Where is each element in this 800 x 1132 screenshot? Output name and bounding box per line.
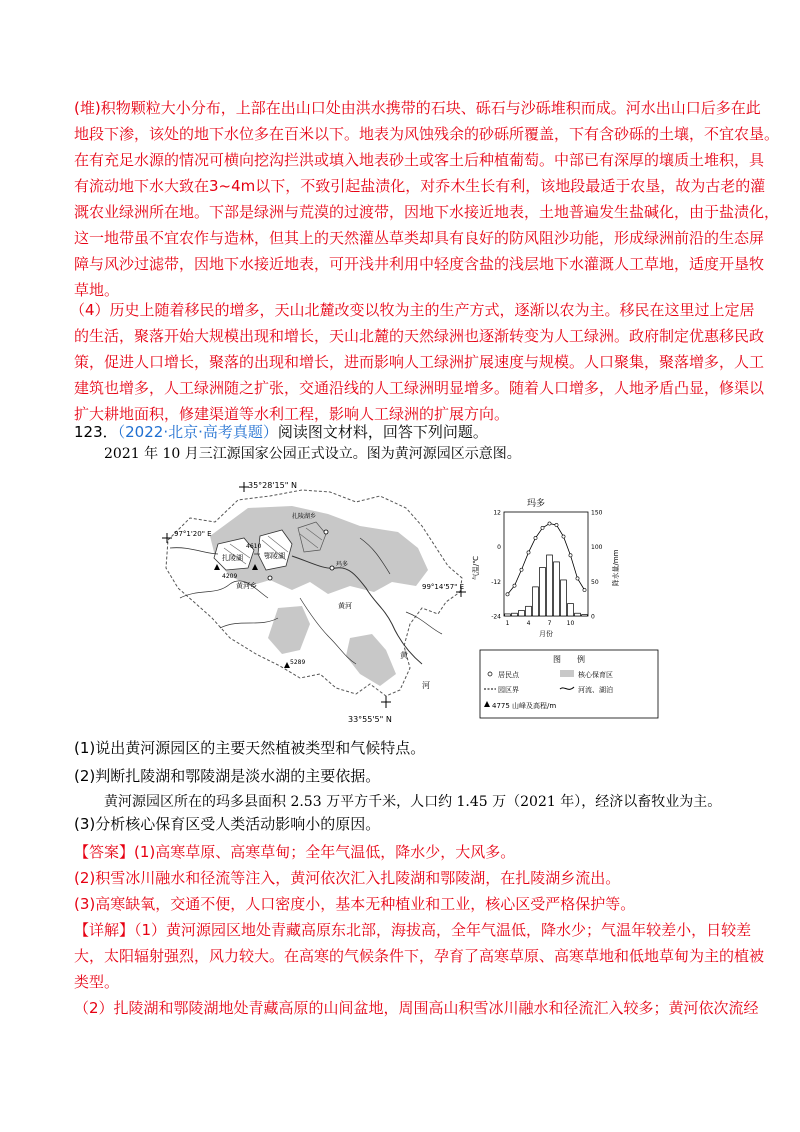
- detail-text: （1）黄河源园区地处青藏高原东北部，海拔高，全年气温低，降水少；气温年较差小，日较差: [134, 921, 752, 939]
- temperature-point: [527, 551, 530, 554]
- river: [406, 612, 442, 634]
- answer-3: (3)高寒缺氧，交通不便，人口密度小，基本无种植业和工业，核心区受严格保护等。: [74, 895, 636, 913]
- y-right-tick-label: 150: [591, 509, 603, 517]
- text-line: 这一地带虽不宜农作与造林，但其上的天然灌丛草类却具有良好的防风阻沙功能，形成绿洲前沿的生态屏: [74, 229, 765, 247]
- temperature-point: [569, 554, 572, 557]
- y-left-tick-label: -24: [491, 613, 501, 621]
- temperature-point: [576, 577, 579, 580]
- lake-zhaling-label: 扎陵湖: [222, 554, 243, 562]
- temperature-point: [541, 526, 544, 529]
- x-axis-label: 月份: [539, 630, 553, 638]
- x-tick-label: 10: [566, 620, 575, 627]
- legend-item: 河流、湖泊: [578, 686, 613, 694]
- text-line: 扩大耕地面积，修建渠道等水利工程，影响人工绿洲的扩展方向。: [74, 405, 510, 423]
- y-right-tick-label: 50: [591, 578, 599, 586]
- coord-top-label: 35°28'15" N: [248, 481, 297, 490]
- legend-item: 核心保育区: [578, 671, 613, 679]
- coord-left-label: 97°1'20" E: [174, 530, 212, 538]
- legend-settlement-icon: [488, 672, 492, 676]
- temperature-point: [555, 523, 558, 526]
- river: [170, 548, 218, 554]
- y-axis-left-label: 气温/℃: [472, 555, 480, 581]
- town-mid-label: 玛多: [336, 561, 349, 568]
- precipitation-bar: [540, 567, 546, 616]
- temperature-point: [583, 588, 586, 591]
- precipitation-bar: [568, 604, 574, 616]
- detail-line: [74, 920, 751, 940]
- settlement-icon: [330, 566, 334, 570]
- figure-svg: [160, 478, 660, 726]
- chart-title: 玛多: [526, 499, 546, 509]
- core-area: [346, 634, 396, 686]
- text-line: （4）历史上随着移民的增多，天山北麓改变以牧为主的生产方式，逐渐以农为主。移民在这里过上定居: [70, 301, 755, 319]
- text-line: (堆)积物颗粒大小分布，上部在出山口处由洪水携带的石块、砾石与沙砾堆积而成。河水出山口后多在此: [74, 99, 761, 117]
- temperature-point: [548, 522, 551, 525]
- town-top-label: 扎陵湖乡: [292, 513, 317, 520]
- question-intro: 2021 年 10 月三江源国家公园正式设立。图为黄河源园区示意图。: [104, 446, 521, 462]
- lake-eling-label: 鄂陵湖: [264, 552, 285, 560]
- answer-2: (2)积雪冰川融水和径流等注入，黄河依次汇入扎陵湖和鄂陵湖，在扎陵湖乡流出。: [74, 869, 621, 887]
- precipitation-bar: [533, 587, 539, 616]
- x-tick-label: 4: [526, 620, 531, 627]
- legend: [480, 650, 658, 718]
- core-area: [268, 606, 310, 654]
- peak-label: 4209: [222, 573, 238, 580]
- settlement-icon: [268, 576, 272, 580]
- temperature-point: [506, 593, 509, 596]
- precipitation-bar: [505, 614, 511, 616]
- question-material: 黄河源园区所在的玛多县面积 2.53 万平方千米，人口约 1.45 万（2021 年），经济以畜牧业为主。: [104, 794, 722, 810]
- text-line: 有流动地下水大致在3~4m以下，不致引起盐渍化，对乔木生长有利，该地段最适于农垦，故为古老的灌: [74, 177, 766, 195]
- question-prompt: 阅读图文材料，回答下列问题。: [277, 423, 488, 441]
- detail-line: 大，太阳辐射强烈，风力较大。在高寒的气候条件下，孕育了高寒草原、高寒草地和低地草甸为主的植被: [74, 947, 765, 965]
- y-left-tick-label: 0: [497, 544, 501, 552]
- precipitation-bar: [519, 610, 525, 616]
- y-left-tick-label: 12: [493, 509, 501, 517]
- coord-left-marker: [162, 533, 172, 543]
- text-line: 策，促进人口增长，聚落的出现和增长，进而影响人工绿洲扩展速度与规模。人口聚集，聚落增多，人工: [74, 353, 765, 371]
- river-label: 河: [422, 681, 430, 690]
- legend-item: 4775 山峰及高程/m: [492, 702, 557, 710]
- coord-bottom-marker: [381, 696, 391, 708]
- legend-peak-icon: [484, 701, 490, 707]
- precipitation-bar: [512, 613, 518, 616]
- y-axis-right-label: 降水量/mm: [612, 549, 620, 587]
- answer-tag: 【答案】: [74, 843, 135, 861]
- answer-1: (1)高寒草原、高寒草甸；全年气温低，降水少，大风多。: [134, 843, 516, 861]
- y-left-tick-label: -12: [491, 578, 501, 586]
- town-label: 黄河乡: [236, 582, 257, 590]
- coord-bottom-label: 33°55'5" N: [348, 715, 392, 724]
- precipitation-bar: [582, 615, 588, 616]
- question-3: (3)分析核心保育区受人类活动影响小的原因。: [74, 815, 381, 833]
- text-line: 在有充足水源的情况可横向挖沟拦洪或填入地表砂土或客土后种植葡萄。中部已有深厚的壤质土堆积，具: [74, 151, 765, 169]
- river-label: 黄: [400, 651, 408, 660]
- legend-item: 园区界: [498, 686, 519, 694]
- question-number: 123．: [74, 423, 118, 441]
- coord-right-label: 99°14'57" E: [422, 583, 465, 591]
- question-1: (1)说出黄河源园区的主要天然植被类型和气候特点。: [74, 739, 426, 757]
- map: [162, 481, 466, 724]
- precipitation-bar: [526, 606, 532, 616]
- precipitation-bar: [561, 580, 567, 616]
- text-line: 草地。: [74, 281, 120, 299]
- climate-chart: [471, 497, 620, 638]
- precipitation-bar: [554, 562, 560, 616]
- chart-frame: [504, 512, 588, 616]
- precipitation-bar: [575, 613, 581, 616]
- question-2: (2)判断扎陵湖和鄂陵湖是淡水湖的主要依据。: [74, 767, 381, 785]
- temperature-curve: [508, 524, 585, 595]
- answer-1-line: [74, 842, 515, 862]
- peak-label: 4610: [246, 543, 262, 550]
- y-right-tick-label: 100: [591, 544, 603, 552]
- question-header: [74, 422, 488, 442]
- detail-line: （2）扎陵湖和鄂陵湖地处青藏高原的山间盆地，周围高山积雪冰川融水和径流汇入较多；黄河依次流经: [74, 999, 759, 1017]
- text-line: 地段下渗，该处的地下水位多在百米以下。地表为风蚀残余的砂砾所覆盖，下有含砂砾的土壤，不宜农垦。: [74, 125, 780, 143]
- precipitation-bars: [505, 555, 588, 616]
- peak-label: 5289: [290, 659, 306, 666]
- river: [220, 618, 278, 628]
- temperature-point: [562, 535, 565, 538]
- temperature-point: [534, 536, 537, 539]
- river-label: 黄河: [338, 602, 352, 610]
- detail-line: 类型。: [74, 973, 120, 991]
- peak-icon: [214, 564, 220, 570]
- text-line: 建筑也增多，人工绿洲随之扩张，交通沿线的人工绿洲明显增多。随着人口增多，人地矛盾凸显，修渠以: [74, 379, 765, 397]
- legend-core-swatch: [560, 670, 574, 677]
- question-source: （2022·北京·高考真题）: [117, 423, 278, 441]
- detail-tag: 【详解】: [74, 921, 135, 939]
- y-right-tick-label: 0: [591, 613, 595, 621]
- text-line: 溉农业绿洲所在地。下部是绿洲与荒漠的过渡带，因地下水接近地表，土地普遍发生盐碱化，由于盐渍化，: [74, 203, 780, 221]
- yellow-river-source-figure: [160, 478, 660, 726]
- settlement-icon: [324, 530, 328, 534]
- temperature-point: [513, 584, 516, 587]
- text-line: 的生活，聚落开始大规模出现和增长，天山北麓的天然绿洲也逐渐转变为人工绿洲。政府制定优惠移民政: [74, 327, 765, 345]
- legend-river-swatch: [560, 687, 574, 689]
- x-tick-label: 1: [505, 620, 510, 627]
- x-tick-label: 7: [547, 620, 552, 627]
- temperature-line: [506, 522, 586, 596]
- precipitation-bar: [547, 555, 553, 616]
- legend-title: 图 例: [553, 655, 585, 664]
- text-line: 障与风沙过滤带，因地下水接近地表，可开浅井利用中轻度含盐的浅层地下水灌溉人工草地，适度开垦牧: [74, 255, 765, 273]
- legend-item: 居民点: [498, 671, 519, 679]
- temperature-point: [520, 568, 523, 571]
